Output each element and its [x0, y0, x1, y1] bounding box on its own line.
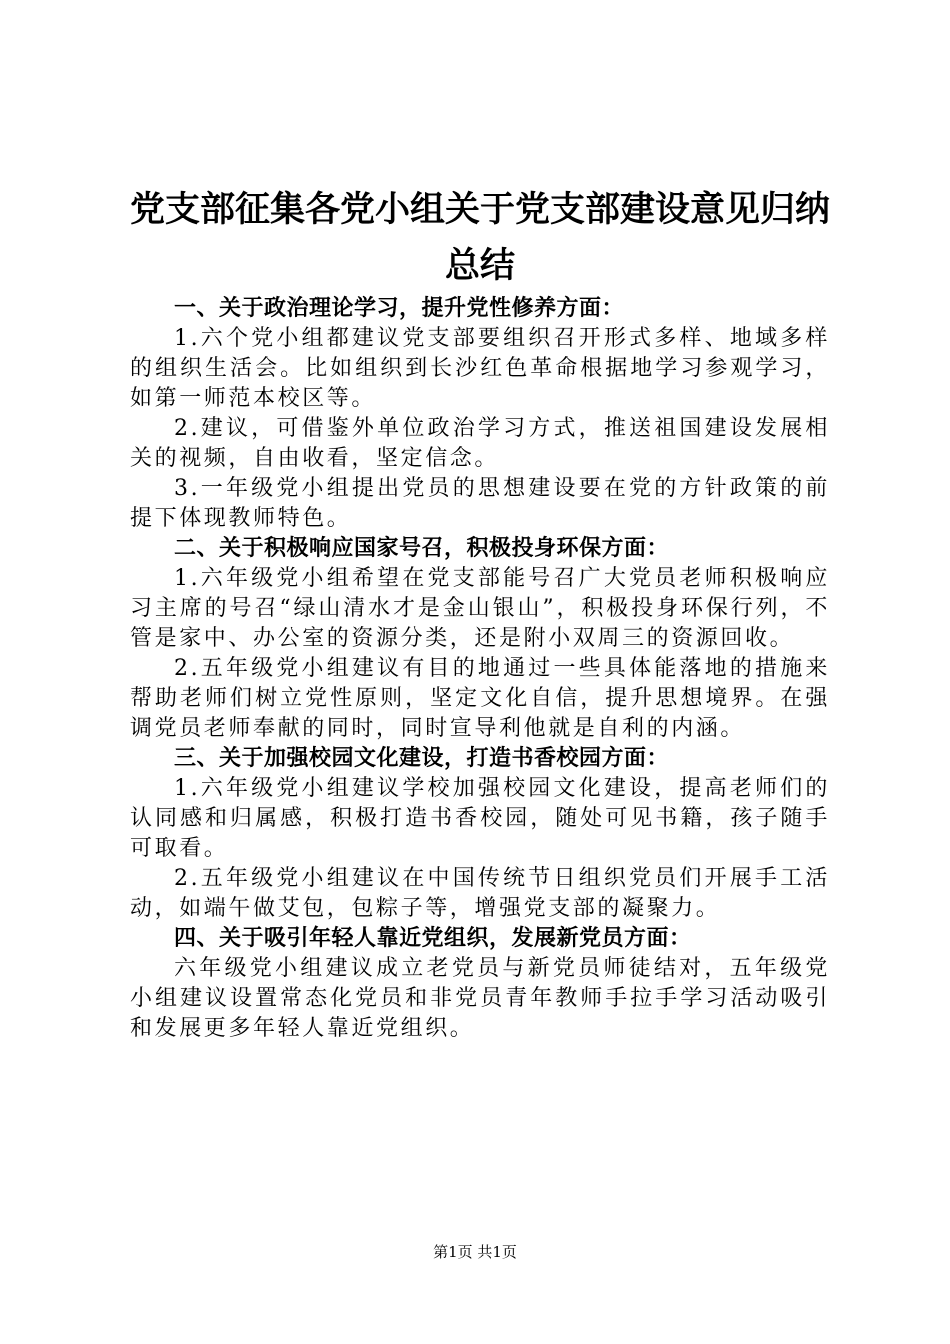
section-heading: 一、关于政治理论学习，提升党性修养方面：: [174, 296, 625, 321]
section-1: [130, 294, 830, 534]
section-4: [130, 924, 830, 1044]
paragraph: 1.六个党小组都建议党支部要组织召开形式多样、地域多样的组织生活会。比如组织到长沙红色革命根据地学习参观学习，如第一师范本校区等。: [130, 326, 830, 411]
paragraph: 3.一年级党小组提出党员的思想建设要在党的方针政策的前提下体现教师特色。: [130, 476, 830, 531]
page-footer: 第1页 共1页: [433, 1243, 517, 1261]
paragraph: 1.六年级党小组建议学校加强校园文化建设，提高老师们的认同感和归属感，积极打造书香校园，随处可见书籍，孩子随手可取看。: [130, 776, 830, 861]
section-heading: 三、关于加强校园文化建设，打造书香校园方面：: [174, 746, 670, 771]
paragraph: 六年级党小组建议成立老党员与新党员师徒结对，五年级党小组建议设置常态化党员和非党员青年教师手拉手学习活动吸引和发展更多年轻人靠近党组织。: [130, 956, 830, 1041]
paragraph: 2.五年级党小组建议在中国传统节日组织党员们开展手工活动，如端午做艾包，包粽子等，增强党支部的凝聚力。: [130, 866, 830, 921]
section-3: [130, 744, 830, 924]
paragraph: 2.五年级党小组建议有目的地通过一些具体能落地的措施来帮助老师们树立党性原则，坚定文化自信，提升思想境界。在强调党员老师奉献的同时，同时宣导利他就是自利的内涵。: [130, 656, 830, 741]
paragraph: 1.六年级党小组希望在党支部能号召广大党员老师积极响应习主席的号召“绿山清水才是金山银山”，积极投身环保行列，不管是家中、办公室的资源分类，还是附小双周三的资源回收。: [130, 566, 830, 651]
section-heading: 四、关于吸引年轻人靠近党组织，发展新党员方面：: [174, 926, 692, 951]
paragraph: 2.建议，可借鉴外单位政治学习方式，推送祖国建设发展相关的视频，自由收看，坚定信念。: [130, 416, 830, 471]
document-page: [130, 182, 830, 1044]
section-2: [130, 534, 830, 744]
section-heading: 二、关于积极响应国家号召，积极投身环保方面：: [174, 536, 670, 561]
document-title: 党支部征集各党小组关于党支部建设意见归纳总结: [130, 190, 831, 286]
